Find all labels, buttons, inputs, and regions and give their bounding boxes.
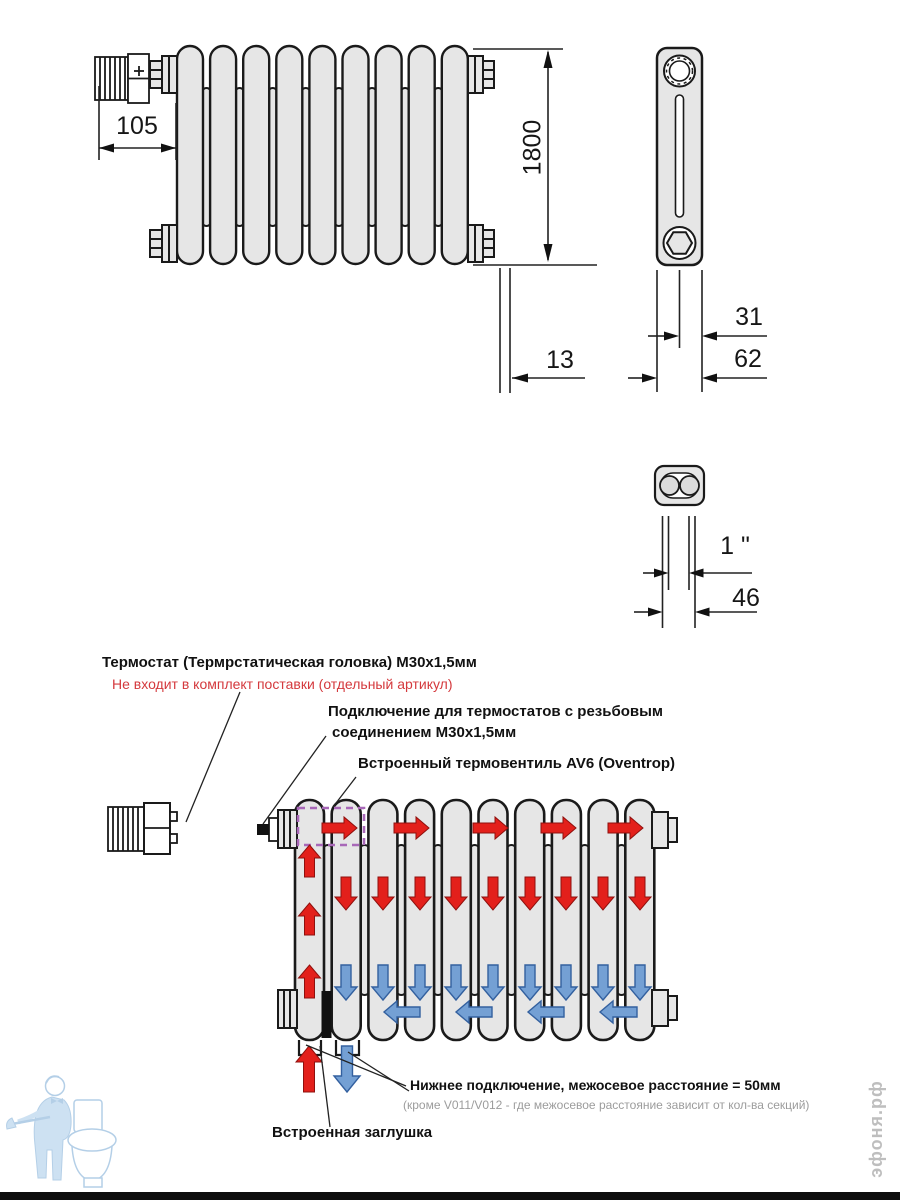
- builtin-plug-label: Встроенная заглушка: [272, 1124, 433, 1141]
- fitting-top-view: [655, 466, 704, 505]
- dimension-label-1800: 1800: [518, 119, 547, 176]
- dimension-label-1inch: 1 ": [720, 532, 750, 560]
- front-view-radiator: [95, 46, 494, 264]
- thermostat-connection-line1: Подключение для термостатов с резьбовым: [328, 703, 664, 720]
- dimension-label-105: 105: [116, 112, 158, 140]
- dimension-13: [500, 268, 585, 393]
- front-view-front-sections: [177, 46, 468, 264]
- plumber-logo-watermark: [7, 1076, 116, 1187]
- valve-inlet-pipe: [257, 824, 269, 835]
- site-watermark: эфоня.рф: [866, 1080, 886, 1178]
- dimension-label-62: 62: [734, 345, 762, 373]
- bottom-connection-label: Нижнее подключение, межосевое расстояние = 50мм: [410, 1077, 781, 1093]
- side-view-section: [657, 48, 702, 265]
- dimension-label-13: 13: [546, 346, 574, 374]
- builtin-plug-bar: [322, 991, 332, 1038]
- bottom-bar: [0, 1192, 900, 1200]
- builtin-valve-label: Встроенный термовентиль AV6 (Oventrop): [358, 755, 676, 772]
- thermostat-note: Не входит в комплект поставки (отдельный артикул): [112, 676, 453, 692]
- dimension-31-62: [628, 270, 767, 392]
- thermostat-connection-line2: соединением М30х1,5мм: [332, 724, 517, 741]
- thermostat-title: Термостат (Термрстатическая головка) М30х1,5мм: [102, 654, 477, 671]
- thermostatic-head-detached: [108, 803, 177, 854]
- dimension-label-46: 46: [732, 584, 760, 612]
- bottom-connection-note: (кроме V011/V012 - где межосевое расстояние зависит от кол-ва секций): [403, 1098, 810, 1112]
- dimension-label-31: 31: [735, 303, 763, 331]
- thermostatic-head: [95, 54, 149, 103]
